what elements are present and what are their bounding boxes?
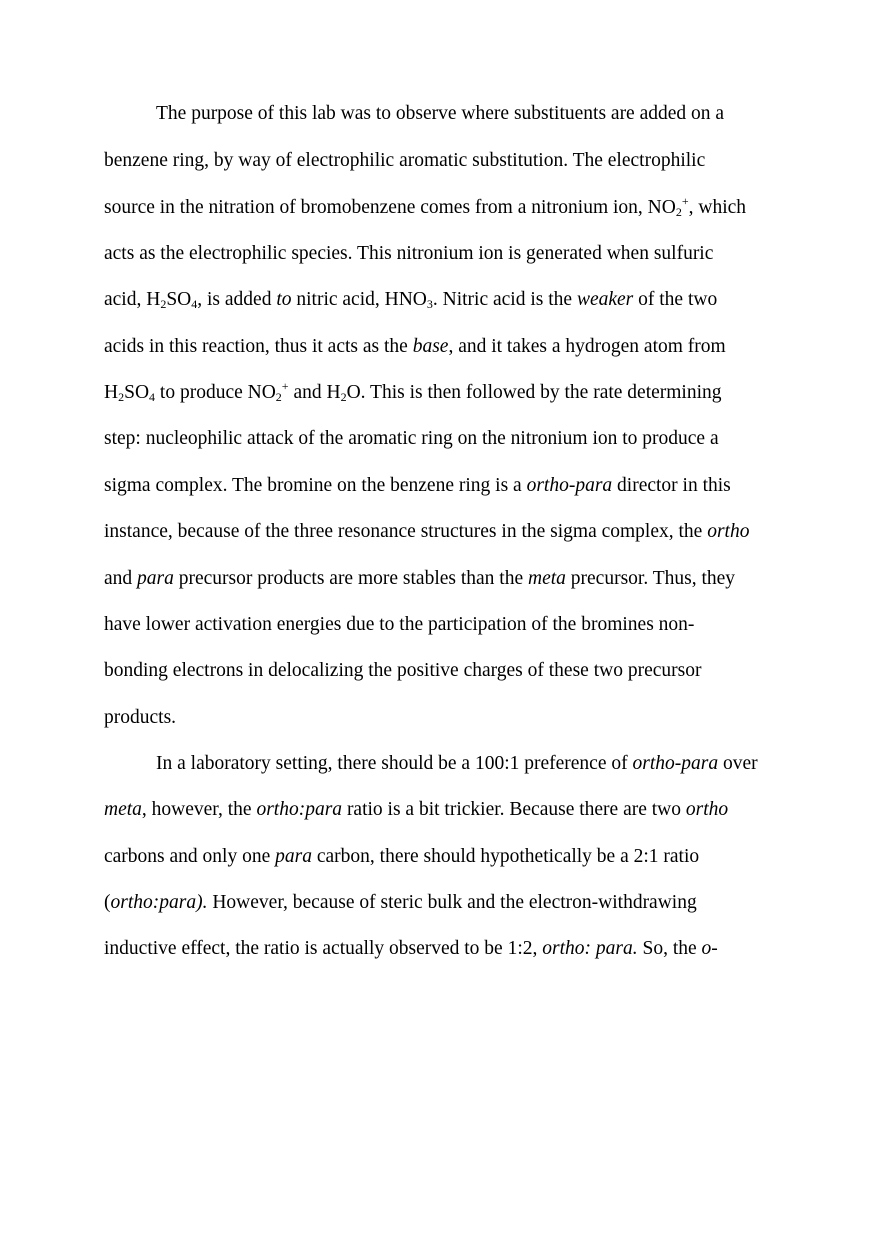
subscript: 4	[149, 390, 156, 404]
text-run: products.	[104, 707, 177, 728]
text-line	[104, 472, 731, 500]
text-run: carbon, there should hypothetically be a 2:1 ratio	[311, 846, 700, 867]
text-run: ratio is a bit trickier. Because there are two	[342, 799, 686, 820]
text-line	[104, 194, 746, 222]
text-run: precursor. Thus, they	[565, 568, 736, 589]
text-run: benzene ring, by way of electrophilic aromatic substitution. The electrophilic	[104, 150, 706, 171]
italic-text: weaker	[576, 289, 634, 310]
italic-text: ortho	[707, 521, 750, 542]
text-run: source in the nitration of bromobenzene comes from a nitronium ion, NO	[104, 197, 676, 218]
italic-text: ortho:para).	[110, 892, 208, 913]
italic-text: to	[276, 289, 292, 310]
text-run: to produce NO	[155, 382, 276, 403]
text-run: step: nucleophilic attack of the aromatic ring on the nitronium ion to produce a	[104, 428, 719, 449]
text-line	[104, 657, 701, 685]
text-run: The purpose of this lab was to observe where substituents are added on a	[156, 103, 725, 124]
text-line	[104, 333, 726, 361]
text-run: acids in this reaction, thus it acts as the	[104, 336, 413, 357]
text-run: precursor products are more stables than the	[173, 568, 528, 589]
text-run: . Nitric acid is the	[432, 289, 577, 310]
text-run: SO	[124, 382, 150, 403]
text-run: So, the	[637, 938, 702, 959]
text-run: In a laboratory setting, there should be a 100:1 preference of	[156, 753, 633, 774]
italic-text: ortho-para	[526, 475, 613, 496]
text-run: acid, H	[104, 289, 161, 310]
text-line	[104, 379, 722, 407]
text-line	[104, 611, 694, 639]
italic-text: base	[412, 336, 449, 357]
text-run: , which	[688, 197, 747, 218]
text-line	[104, 286, 717, 314]
text-run: inductive effect, the ratio is actually observed to be 1:2,	[104, 938, 543, 959]
italic-text: ortho-para	[632, 753, 719, 774]
subscript: 2	[675, 205, 682, 219]
text-line	[104, 843, 699, 871]
text-line	[104, 240, 713, 268]
text-run: O. This is then followed by the rate determining	[346, 382, 722, 403]
italic-text: meta	[104, 799, 142, 820]
text-run: and	[104, 568, 138, 589]
text-line	[104, 704, 176, 732]
text-run: H	[104, 382, 119, 403]
text-line	[104, 565, 735, 593]
text-line	[104, 518, 749, 546]
text-run: bonding electrons in delocalizing the positive charges of these two precursor	[104, 660, 702, 681]
text-run: However, because of steric bulk and the electron-withdrawing	[207, 892, 697, 913]
text-run: SO	[166, 289, 192, 310]
italic-text: para	[275, 846, 312, 867]
text-line	[104, 147, 705, 175]
text-run: , however, the	[141, 799, 257, 820]
superscript: +	[681, 194, 689, 208]
text-run: over	[718, 753, 758, 774]
text-line	[156, 100, 724, 128]
text-run: of the two	[633, 289, 718, 310]
italic-text: para	[137, 568, 174, 589]
subscript: 2	[118, 390, 125, 404]
text-run: (	[104, 892, 111, 913]
text-run: sigma complex. The bromine on the benzene ring is a	[104, 475, 527, 496]
text-run: , and it takes a hydrogen atom from	[448, 336, 726, 357]
text-line	[104, 425, 719, 453]
text-run: director in this	[612, 475, 731, 496]
subscript: 2	[275, 390, 282, 404]
text-run: , is added	[197, 289, 277, 310]
italic-text: meta	[528, 568, 566, 589]
subscript: 2	[160, 297, 167, 311]
superscript: +	[281, 379, 289, 393]
text-line	[104, 935, 718, 963]
text-line	[156, 750, 758, 778]
italic-text: ortho: para.	[542, 938, 638, 959]
text-run: have lower activation energies due to the participation of the bromines non-	[104, 614, 695, 635]
text-run: and H	[288, 382, 341, 403]
text-line	[104, 796, 728, 824]
text-run: instance, because of the three resonance structures in the sigma complex, the	[104, 521, 708, 542]
text-run: nitric acid, HNO	[291, 289, 427, 310]
text-line	[104, 889, 697, 917]
italic-text: ortho:para	[256, 799, 343, 820]
subscript: 2	[340, 390, 347, 404]
text-run: carbons and only one	[104, 846, 276, 867]
subscript: 4	[191, 297, 198, 311]
subscript: 3	[426, 297, 433, 311]
italic-text: ortho	[685, 799, 729, 820]
text-run: acts as the electrophilic species. This nitronium ion is generated when sulfuric	[104, 243, 714, 264]
italic-text: o-	[701, 938, 718, 959]
